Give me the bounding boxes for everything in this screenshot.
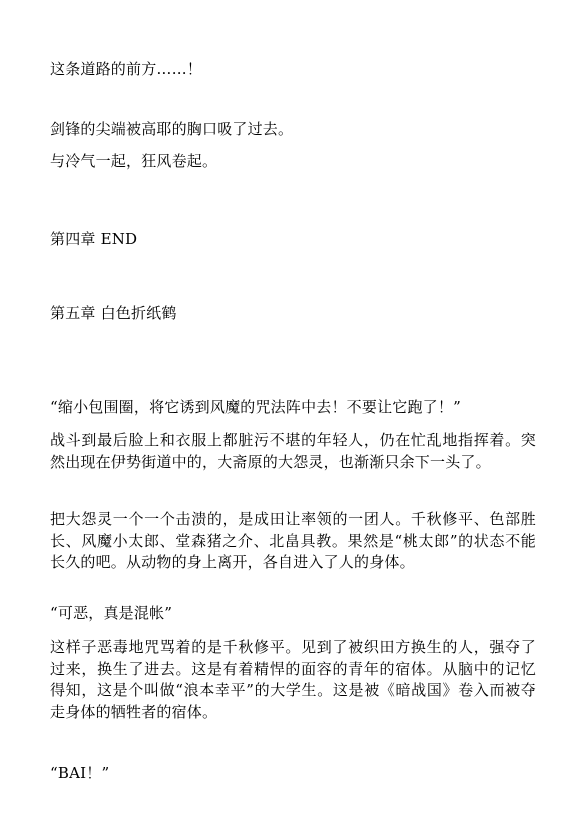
paragraph-1: 这条道路的前方……！ [50,60,203,78]
chapter-end-heading: 第四章 END [50,230,138,248]
paragraph-3: 与冷气一起，狂风卷起。 [50,152,218,170]
paragraph-6: 把大怨灵一个一个击溃的，是成田让率领的一团人。千秋修平、色部胜长、风魔小太郎、堂森猪之介、北畠具教。果然是“桃太郎”的状态不能长久的吧。从动物的身上离开，各自进入了人的身体。 [50,510,536,571]
paragraph-8: 这样子恶毒地咒骂着的是千秋修平。见到了被织田方换生的人，强夺了过来，换生了进去。这是有着精悍的面容的青年的宿体。从脑中的记忆得知，这是个叫做“浪本幸平”的大学生。这是被《暗战国》卷入而被夺走身体的牺牲者的宿体。 [50,638,536,721]
paragraph-2: 剑锋的尖端被高耶的胸口吸了过去。 [50,120,294,138]
paragraph-4: “缩小包围圈，将它诱到风魔的咒法阵中去！不要让它跑了！” [50,398,461,416]
chapter-title-heading: 第五章 白色折纸鹤 [50,304,177,322]
paragraph-5: 战斗到最后脸上和衣服上都脏污不堪的年轻人，仍在忙乱地指挥着。突然出现在伊势街道中的，大斋原的大怨灵，也渐渐只余下一头了。 [50,431,536,471]
paragraph-7: “可恶，真是混帐” [50,604,173,622]
paragraph-9: “BAI！” [50,764,110,782]
